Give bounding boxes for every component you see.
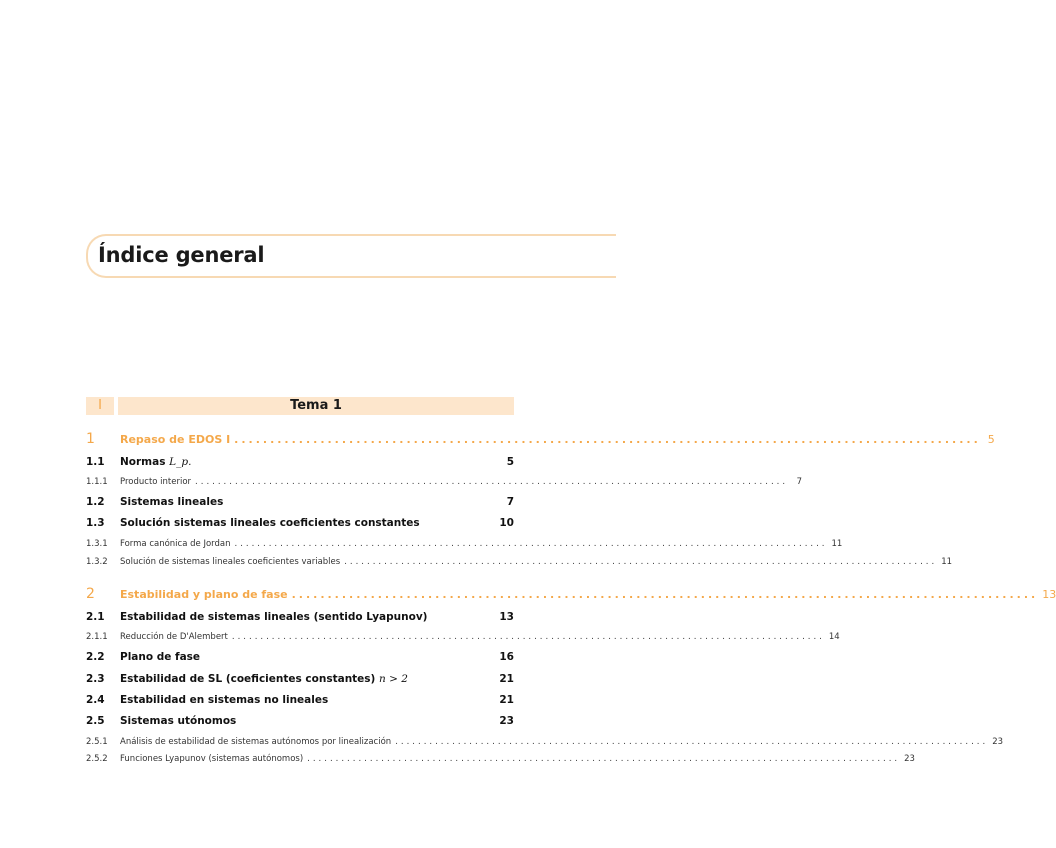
part-header: [86, 397, 514, 415]
section-number: 1.2: [86, 496, 105, 508]
subsection-number: 2.1.1: [86, 632, 108, 642]
dot-leader: ........................................................................................................: [291, 588, 1039, 601]
dot-leader: ........................................................................................................: [231, 632, 825, 642]
toc-subsection-1-3-1[interactable]: [86, 539, 843, 555]
page-number: 21: [499, 673, 514, 685]
toc-section-1-3[interactable]: [86, 517, 514, 533]
section-number: 2.4: [86, 694, 105, 706]
page-number: 23: [904, 754, 915, 764]
dot-leader: ........................................................................................................: [234, 433, 981, 446]
page-number: 21: [499, 694, 514, 706]
page-number: 13: [1042, 588, 1056, 601]
chapter-label: Estabilidad y plano de fase: [120, 588, 288, 601]
page-number: 11: [941, 557, 953, 567]
section-label: Sistemas lineales: [120, 496, 224, 508]
toc-section-2-3[interactable]: [86, 673, 514, 689]
subsection-label: Forma canónica de Jordan: [120, 539, 231, 549]
section-number: 2.3: [86, 673, 105, 685]
section-label: Estabilidad de SL (coeficientes constantes) n > 2: [120, 673, 408, 685]
chapter-number: 1: [86, 431, 95, 447]
section-number: 2.5: [86, 715, 105, 727]
section-number: 1.1: [86, 456, 105, 468]
dot-leader: ........................................................................................................: [344, 557, 938, 567]
toc-subsection-2-1-1[interactable]: [86, 632, 840, 648]
subsection-number: 1.3.2: [86, 557, 108, 567]
page-number: 5: [506, 456, 514, 468]
dot-leader: ........................................................................................................: [234, 539, 828, 549]
section-number: 2.2: [86, 651, 105, 663]
subsection-number: 1.3.1: [86, 539, 108, 549]
page-number: 23: [992, 737, 1004, 747]
part-title: Tema 1: [118, 397, 514, 415]
subsection-number: 2.5.1: [86, 737, 108, 747]
math-expression: n > 2: [379, 673, 408, 685]
toc-section-2-2[interactable]: [86, 651, 514, 667]
page-number: 10: [499, 517, 514, 529]
toc-subsection-2-5-1[interactable]: [86, 737, 1004, 753]
section-label: Estabilidad en sistemas no lineales: [120, 694, 329, 706]
subsection-number: 1.1.1: [86, 477, 108, 487]
page-number: 16: [499, 651, 514, 663]
subsection-label: Análisis de estabilidad de sistemas autónomos por linealización: [120, 737, 392, 747]
toc-chapter-1[interactable]: [86, 431, 995, 447]
chapter-number: 2: [86, 586, 95, 602]
section-label: Sistemas utónomos: [120, 715, 237, 727]
toc-section-2-1[interactable]: [86, 611, 514, 627]
page-number: 5: [987, 433, 995, 446]
toc-subsection-1-3-2[interactable]: [86, 557, 953, 573]
page-number: 13: [499, 611, 514, 623]
dot-leader: ........................................................................................................: [195, 477, 789, 487]
page-title: Índice general: [98, 243, 265, 267]
toc-subsection-2-5-2[interactable]: [86, 754, 915, 770]
dot-leader: ........................................................................................................: [395, 737, 989, 747]
toc-subsection-1-1-1[interactable]: [86, 477, 803, 493]
toc-section-1-2[interactable]: [86, 496, 514, 512]
toc-section-1-1[interactable]: [86, 456, 514, 472]
chapter-label: Repaso de EDOS I: [120, 433, 231, 446]
page-number: 14: [828, 632, 840, 642]
section-label: Normas L_p.: [120, 456, 192, 468]
page-number: 11: [831, 539, 843, 549]
section-label: Estabilidad de sistemas lineales (sentido Lyapunov): [120, 611, 428, 623]
page-number: 7: [796, 477, 803, 487]
subsection-label: Funciones Lyapunov (sistemas autónomos): [120, 754, 304, 764]
part-number: I: [86, 397, 114, 415]
toc-section-2-4[interactable]: [86, 694, 514, 710]
section-label: Plano de fase: [120, 651, 201, 663]
subsection-number: 2.5.2: [86, 754, 108, 764]
section-number: 2.1: [86, 611, 105, 623]
page-number: 7: [506, 496, 514, 508]
section-number: 1.3: [86, 517, 105, 529]
subsection-label: Solución de sistemas lineales coeficientes variables: [120, 557, 341, 567]
page-number: 23: [499, 715, 514, 727]
toc-section-2-5[interactable]: [86, 715, 514, 731]
section-label: Solución sistemas lineales coeficientes constantes: [120, 517, 420, 529]
dot-leader: ........................................................................................................: [307, 754, 901, 764]
toc-chapter-2[interactable]: [86, 586, 1056, 602]
subsection-label: Producto interior: [120, 477, 192, 487]
math-expression: L_p.: [169, 456, 192, 468]
subsection-label: Reducción de D'Alembert: [120, 632, 228, 642]
